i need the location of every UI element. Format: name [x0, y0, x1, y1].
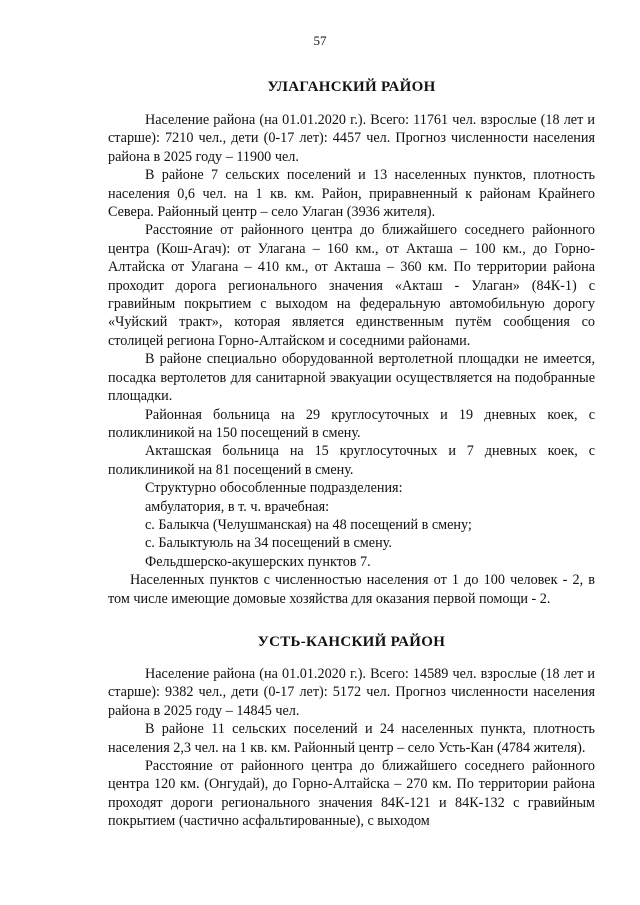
paragraph: В районе 11 сельских поселений и 24 населенных пункта, плотность населения 2,3 чел. на 1 кв. км. Районный центр – село Усть-Кан (4784 жителя). — [108, 721, 595, 756]
paragraph: Население района (на 01.01.2020 г.). Всего: 14589 чел. взрослые (18 лет и старше): 9382 чел., дети (0-17 лет): 5172 чел. Прогноз численности населения района в 2025 году – 14845 чел. — [108, 666, 595, 719]
paragraph: Структурно обособленные подразделения: — [145, 480, 403, 497]
paragraph: Расстояние от районного центра до ближайшего соседнего районного центра (Кош-Агач): от Улагана – 160 км., от Акташа – 100 км., до Горно-Алтайска от Улагана – 410 км., от Акташа – 360 км. По территории района проходит дорога регионального значения «Акташ - Улаган» (84К-1) с гравийным покрытием с выходом на федеральную автомобильную дорогу «Чуйский тракт», которая является единственным путём сообщения со столицей региона Горно-Алтайском и соседними районами. — [108, 222, 595, 349]
paragraph: Акташская больница на 15 круглосуточных и 7 дневных коек, с поликлиникой на 81 посещений в смену. — [108, 443, 595, 478]
paragraph: с. Балыкча (Челушманская) на 48 посещений в смену; — [145, 516, 472, 533]
paragraph: В районе специально оборудованной вертолетной площадки не имеется, посадка вертолетов для санитарной эвакуации осуществляется на подобранные площадки. — [108, 351, 595, 405]
paragraph: Население района (на 01.01.2020 г.). Всего: 11761 чел. взрослые (18 лет и старше): 7210 чел., дети (0-17 лет): 4457 чел. Прогноз численности населения района в 2025 году – 11900 чел. — [108, 112, 595, 165]
section-ulagan — [108, 77, 595, 97]
paragraph: Расстояние от районного центра до ближайшего соседнего районного центра 120 км. (Онгудай), до Горно-Алтайска – 270 км. По территории района проходят дороги регионального значения 84К-121 и 84К-132 с гравийным покрытием (частично асфальтированные), с выходом — [108, 758, 595, 830]
page-number: 57 — [313, 33, 327, 48]
paragraph: с. Балыктуюль на 34 посещений в смену. — [145, 535, 392, 552]
section-ust-kan — [108, 632, 595, 652]
section-title: УСТЬ-КАНСКИЙ РАЙОН — [257, 634, 446, 650]
paragraph: амбулатория, в т. ч. врачебная: — [145, 498, 330, 515]
paragraph: В районе 7 сельских поселений и 13 населенных пунктов, плотность населения 0,6 чел. на 1 кв. км. Район, приравненный к районам Крайнего Севера. Районный центр – село Улаган (3936 жителя). — [108, 167, 595, 221]
section-title: УЛАГАНСКИЙ РАЙОН — [267, 79, 436, 95]
section-ulagan-body — [108, 111, 595, 608]
paragraph: Населенных пунктов с численностью населения от 1 до 100 человек - 2, в том числе имеющие домовые хозяйства для оказания первой помощи - 2. — [108, 572, 595, 607]
paragraph: Районная больница на 29 круглосуточных и 19 дневных коек, с поликлиникой на 150 посещений в смену. — [108, 406, 595, 441]
paragraph: Фельдшерско-акушерских пунктов 7. — [145, 553, 371, 570]
section-ust-kan-body — [108, 665, 595, 831]
